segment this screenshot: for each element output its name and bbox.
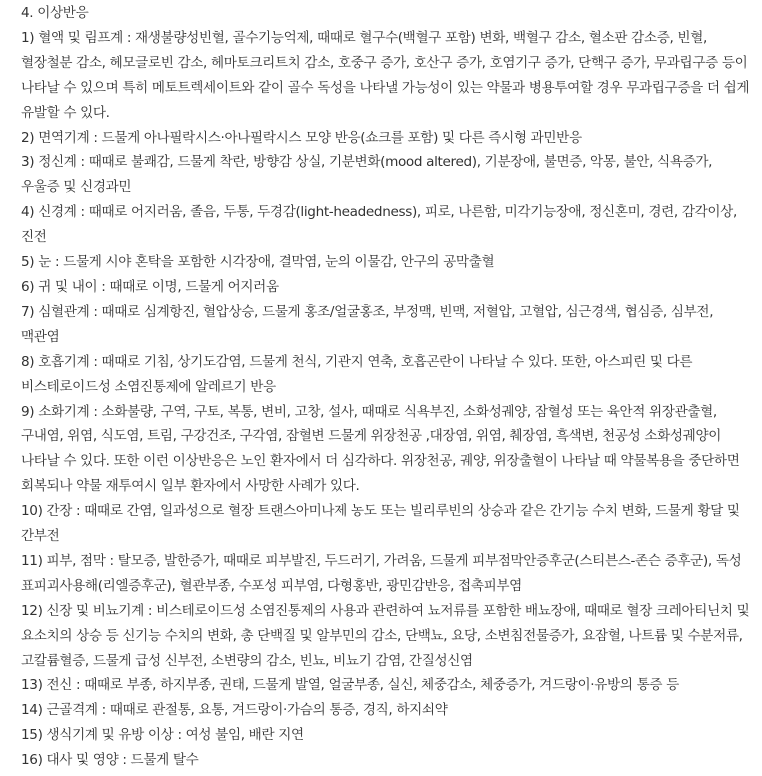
list-item-liver: 10) 간장 : 때때로 간염, 일과성으로 혈장 트랜스아미나제 농도 또는 빌리루빈의 상승과 같은 간기능 수치 변화, 드물게 황달 및 간부전 [21,503,740,545]
list-item-ear: 6) 귀 및 내이 : 때때로 이명, 드물게 어지러움 [21,278,279,295]
list-item-respiratory: 8) 호흡기계 : 때때로 기침, 상기도감염, 드물게 천식, 기관지 연축, 호흡곤란이 나타날 수 있다. 또한, 아스피린 및 다른 비스테로이드성 소염진통제에 알레르기 반응 [21,353,693,395]
list-item-nervous: 4) 신경계 : 때때로 어지러움, 졸음, 두통, 두경감(light-headedness), 피로, 나른함, 미각기능장애, 정신혼미, 경련, 감각이상, 진전 [21,204,737,246]
list-item-reproductive: 15) 생식기계 및 유방 이상 : 여성 불임, 배란 지연 [21,727,304,744]
list-item-renal-urinary: 12) 신장 및 비뇨기계 : 비스테로이드성 소염진통제의 사용과 관련하여 뇨저류를 포함한 배뇨장애, 때때로 혈장 크레아티닌치 및 요소치의 상승 등 신기능 수치의 변화, 총 단백질 및 알부민의 감소, 단백뇨, 요당, 소변침전물증가, 요잠혈, 나트륨 및 수분저류, 고칼륨혈증, 드물게 급성 신부전, 소변량의 감소, 빈뇨, 비뇨기 감염, 간질성신염 [21,602,750,669]
list-item-musculoskeletal: 14) 근골격계 : 때때로 관절통, 요통, 겨드랑이·가슴의 통증, 경직, 하지쇠약 [21,702,448,719]
list-item-general: 13) 전신 : 때때로 부종, 하지부종, 권태, 드물게 발열, 얼굴부종, 실신, 체중감소, 체중증가, 겨드랑이·유방의 통증 등 [21,677,679,694]
list-item-immune: 2) 면역기계 : 드물게 아나필락시스·아나필락시스 모양 반응(쇼크를 포함) 및 다른 즉시형 과민반응 [21,129,582,146]
list-item-skin: 11) 피부, 점막 : 탈모증, 발한증가, 때때로 피부발진, 두드러기, 가려움, 드물게 피부점막안증후군(스티븐스-존슨 증후군), 독성 표피괴사용해(리엘증후군), 혈관부종, 수포성 피부염, 다형홍반, 광민감반응, 접촉피부염 [21,552,742,594]
list-item-blood-lymph: 1) 혈액 및 림프계 : 재생불량성빈혈, 골수기능억제, 때때로 혈구수(백혈구 포함) 변화, 백혈구 감소, 혈소판 감소증, 빈혈, 혈장철분 감소, 헤모글로빈 감소, 헤마토크리트치 감소, 호중구 증가, 호산구 증가, 호염기구 증가, 단핵구 증가, 무과립구증 등이 나타날 수 있으며 특히 메토트렉세이트와 같이 골수 독성을 나타낼 가능성이 있는 약물과 병용투여할 경우 무과립구증을 더 쉽게 유발할 수 있다. [21,29,750,121]
list-item-digestive: 9) 소화기계 : 소화불량, 구역, 구토, 복통, 변비, 고창, 설사, 때때로 식욕부진, 소화성궤양, 잠혈성 또는 육안적 위장관출혈, 구내염, 위염, 식도염, 트림, 구강건조, 구각염, 잠혈변 드물게 위장천공 ,대장염, 위염, 췌장염, 흑색변, 천공성 소화성궤양이 나타날 수 있다. 또한 이런 이상반응은 노인 환자에서 더 심각하다. 위장천공, 궤양, 위장출혈이 나타날 때 약물복용을 중단하면 회복되나 약물 재투여시 일부 환자에서 사망한 사례가 있다. [21,403,740,495]
list-item-psychiatric: 3) 정신계 : 때때로 불쾌감, 드물게 착란, 방향감 상실, 기분변화(mood altered), 기분장애, 불면증, 악몽, 불안, 식욕증가, 우울증 및 신경과민 [21,154,713,196]
section-title: 4. 이상반응 [21,5,89,21]
list-item-eye: 5) 눈 : 드물게 시야 혼탁을 포함한 시각장애, 결막염, 눈의 이물감, 안구의 공막출혈 [21,254,495,271]
list-item-cardiovascular: 7) 심혈관계 : 때때로 심계항진, 혈압상승, 드물게 홍조/얼굴홍조, 부정맥, 빈맥, 저혈압, 고혈압, 심근경색, 협심증, 심부전, 맥관염 [21,303,714,345]
list-item-metabolism: 16) 대사 및 영양 : 드물게 탈수 [21,752,199,769]
